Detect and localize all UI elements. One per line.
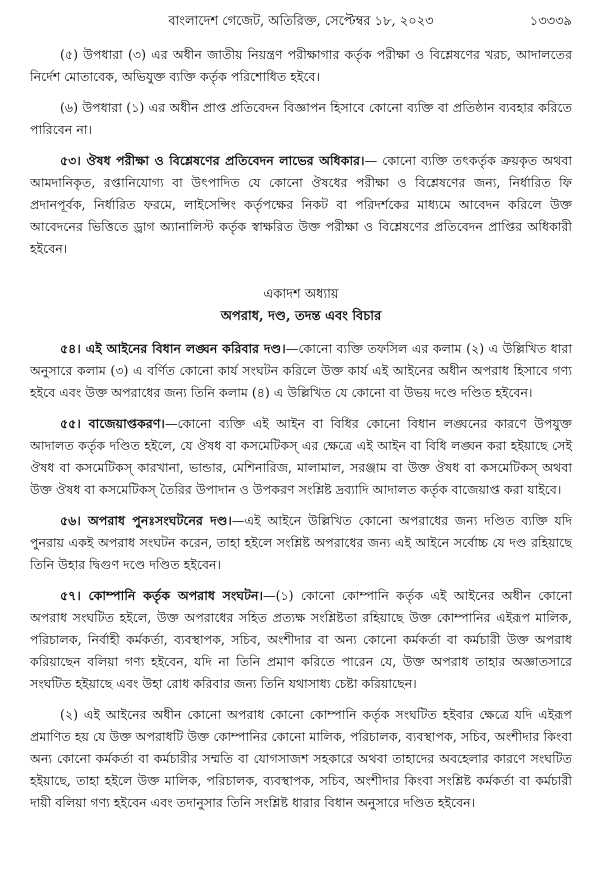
chapter-name: অপরাধ, দণ্ড, তদন্ত এবং বিচার [220, 309, 382, 324]
section-57-heading: ৫৭। কোম্পানি কর্তৃক অপরাধ সংঘটন। [60, 588, 263, 603]
document-body [30, 44, 572, 814]
section-57-sub-2: (২) এই আইনের অধীন কোনো অপরাধ কোনো কোম্পানি কর্তৃক সংঘটিত হইবার ক্ষেত্রে যদি এইরূপ প্রমাণিত হয় যে উক্ত অপরাধটি উক্ত কোম্পানির কোনো মালিক, পরিচালক, ব্যবস্থাপক, সচিব, অংশীদার কিংবা অন্য কোনো কর্মকর্তা বা কর্মচারীর সম্মতি বা যোগসাজশ সহকারে অথবা তাহাদের অবহেলার কারণে সংঘটিত হইয়াছে, তাহা হইলে উক্ত মালিক, পরিচালক, ব্যবস্থাপক, সচিব, অংশীদার কিংবা সংশ্লিষ্ট কর্মকর্তা বা কর্মচারী দায়ী বলিয়া গণ্য হইবেন এবং তদানুসার তিনি সংশ্লিষ্ট ধারার বিধান অনুসারে দণ্ডিত হইবেন। [30, 707, 572, 810]
section-56-heading: ৫৬। অপরাধ পুনঃসংঘটনের দণ্ড। [60, 513, 232, 528]
section-53 [30, 150, 572, 260]
paragraph-sub-5: (৫) উপধারা (৩) এর অধীন জাতীয় নিয়ন্ত্রণ পরীক্ষাগার কর্তৃক পরীক্ষা ও বিশ্লেষণের খরচ, আদালতের নির্দেশ মোতাবেক, অভিযুক্ত ব্যক্তি কর্তৃক পরিশোধিত হইবে। [30, 47, 572, 84]
paragraph-sub-6: (৬) উপধারা (১) এর অধীন প্রাপ্ত প্রতিবেদন বিজ্ঞাপন হিসাবে কোনো ব্যক্তি বা প্রতিষ্ঠান ব্যবহার করিতে পারিবেন না। [30, 100, 572, 137]
section-56-text: —এই আইনে উল্লিখিত কোনো অপরাধের জন্য দণ্ডিত ব্যক্তি যদি পুনরায় একই অপরাধ সংঘটন করেন, তাহা হইলে সংশ্লিষ্ট অপরাধের জন্য এই আইনে সর্বোচ্চ যে দণ্ড রহিয়াছে তিনি উহার দ্বিগুণ দণ্ডে দণ্ডিত হইবেন। [30, 513, 572, 572]
page-header [30, 0, 572, 38]
section-57-text: —(১) কোনো কোম্পানি কর্তৃক এই আইনের অধীন কোনো অপরাধ সংঘটিত হইলে, উক্ত অপরাধের সহিত প্রত্যক্ষ সংশ্লিষ্টতা রহিয়াছে উক্ত কোম্পানির এইরূপ মালিক, পরিচালক, নির্বাহী কর্মকর্তা, ব্যবস্থাপক, সচিব, অংশীদার বা অন্য কোনো কর্মকর্তা বা কর্মচারী উক্ত অপরাধ করিয়াছেন বলিয়া গণ্য হইবেন, যদি না তিনি প্রমাণ করিতে পারেন যে, উক্ত অপরাধ তাহার অজ্ঞাতসারে সংঘটিত হইয়াছে এবং উহা রোধ করিবার জন্য তিনি যথাসাধ্য চেষ্টা করিয়াছেন। [30, 588, 573, 691]
section-54-text: —কোনো ব্যক্তি তফসিল এর কলাম (২) এ উল্লিখিত ধারা অনুসারে কলাম (৩) এ বর্ণিত কোনো কার্য সংঘটন করিলে উক্ত কার্য এই আইনের অধীন অপরাধ হিসাবে গণ্য হইবে এবং উক্ত অপরাধের জন্য তিনি কলাম (৪) এ উল্লিখিত যে কোনো বা উভয় দণ্ডে দণ্ডিত হইবেন। [30, 341, 572, 400]
section-54 [30, 338, 572, 404]
section-55-heading: ৫৫। বাজেয়াপ্তকরণ। [60, 416, 165, 431]
section-55-text: —কোনো ব্যক্তি এই আইন বা বিধির কোনো বিধান লঙ্ঘনের কারণে উপযুক্ত আদালত কর্তৃক দণ্ডিত হইলে, যে ঔষধ বা কসমেটিকস্ এর ক্ষেত্রে এই আইন বা বিধি লঙ্ঘন করা হইয়াছে সেই ঔষধ বা কসমেটিকস্ কারখানা, ভান্ডার, মেশিনারিজ, মালামাল, সরঞ্জাম বা উক্ত ঔষধ বা কসমেটিকস্ অথবা উক্ত ঔষধ বা কসমেটিকস্ তৈরির উপাদান ও উপকরণ সংশ্লিষ্ট দ্রব্যাদি আদালত কর্তৃক বাজেয়াপ্ত করা যাইবে। [30, 416, 572, 497]
chapter-number: একাদশ অধ্যায় [263, 287, 339, 302]
section-54-heading: ৫৪। এই আইনের বিধান লঙ্ঘন করিবার দণ্ড। [60, 341, 286, 356]
page-number: ১৩৩৩৯ [529, 14, 572, 29]
section-57 [30, 585, 572, 695]
section-56 [30, 510, 572, 576]
chapter-heading [30, 284, 572, 328]
gazette-title: বাংলাদেশ গেজেট, অতিরিক্ত, সেপ্টেম্বর ১৮, ২০২৩ [168, 14, 434, 29]
section-53-text: — কোনো ব্যক্তি তৎকর্তৃক ক্রয়কৃত অথবা আমদানিকৃত, রপ্তানিযোগ্য বা উৎপাদিত যে কোনো ঔষধের পরীক্ষা ও বিশ্লেষণের জন্য, নির্ধারিত ফি প্রদানপূর্বক, নির্ধারিত ফরমে, লাইসেন্সিং কর্তৃপক্ষের নিকট বা পরিদর্শকের মাধ্যমে আবেদন করিলে উক্ত আবেদনের ভিত্তিতে ড্রাগ অ্যানালিস্ট কর্তৃক স্বাক্ষরিত উক্ত পরীক্ষা ও বিশ্লেষণের প্রতিবেদন প্রাপ্তির অধিকারী হইবেন। [30, 153, 573, 256]
section-53-heading: ৫৩। ঔষধ পরীক্ষা ও বিশ্লেষণের প্রতিবেদন লাভের অধিকার। [60, 153, 365, 168]
section-55 [30, 413, 572, 501]
